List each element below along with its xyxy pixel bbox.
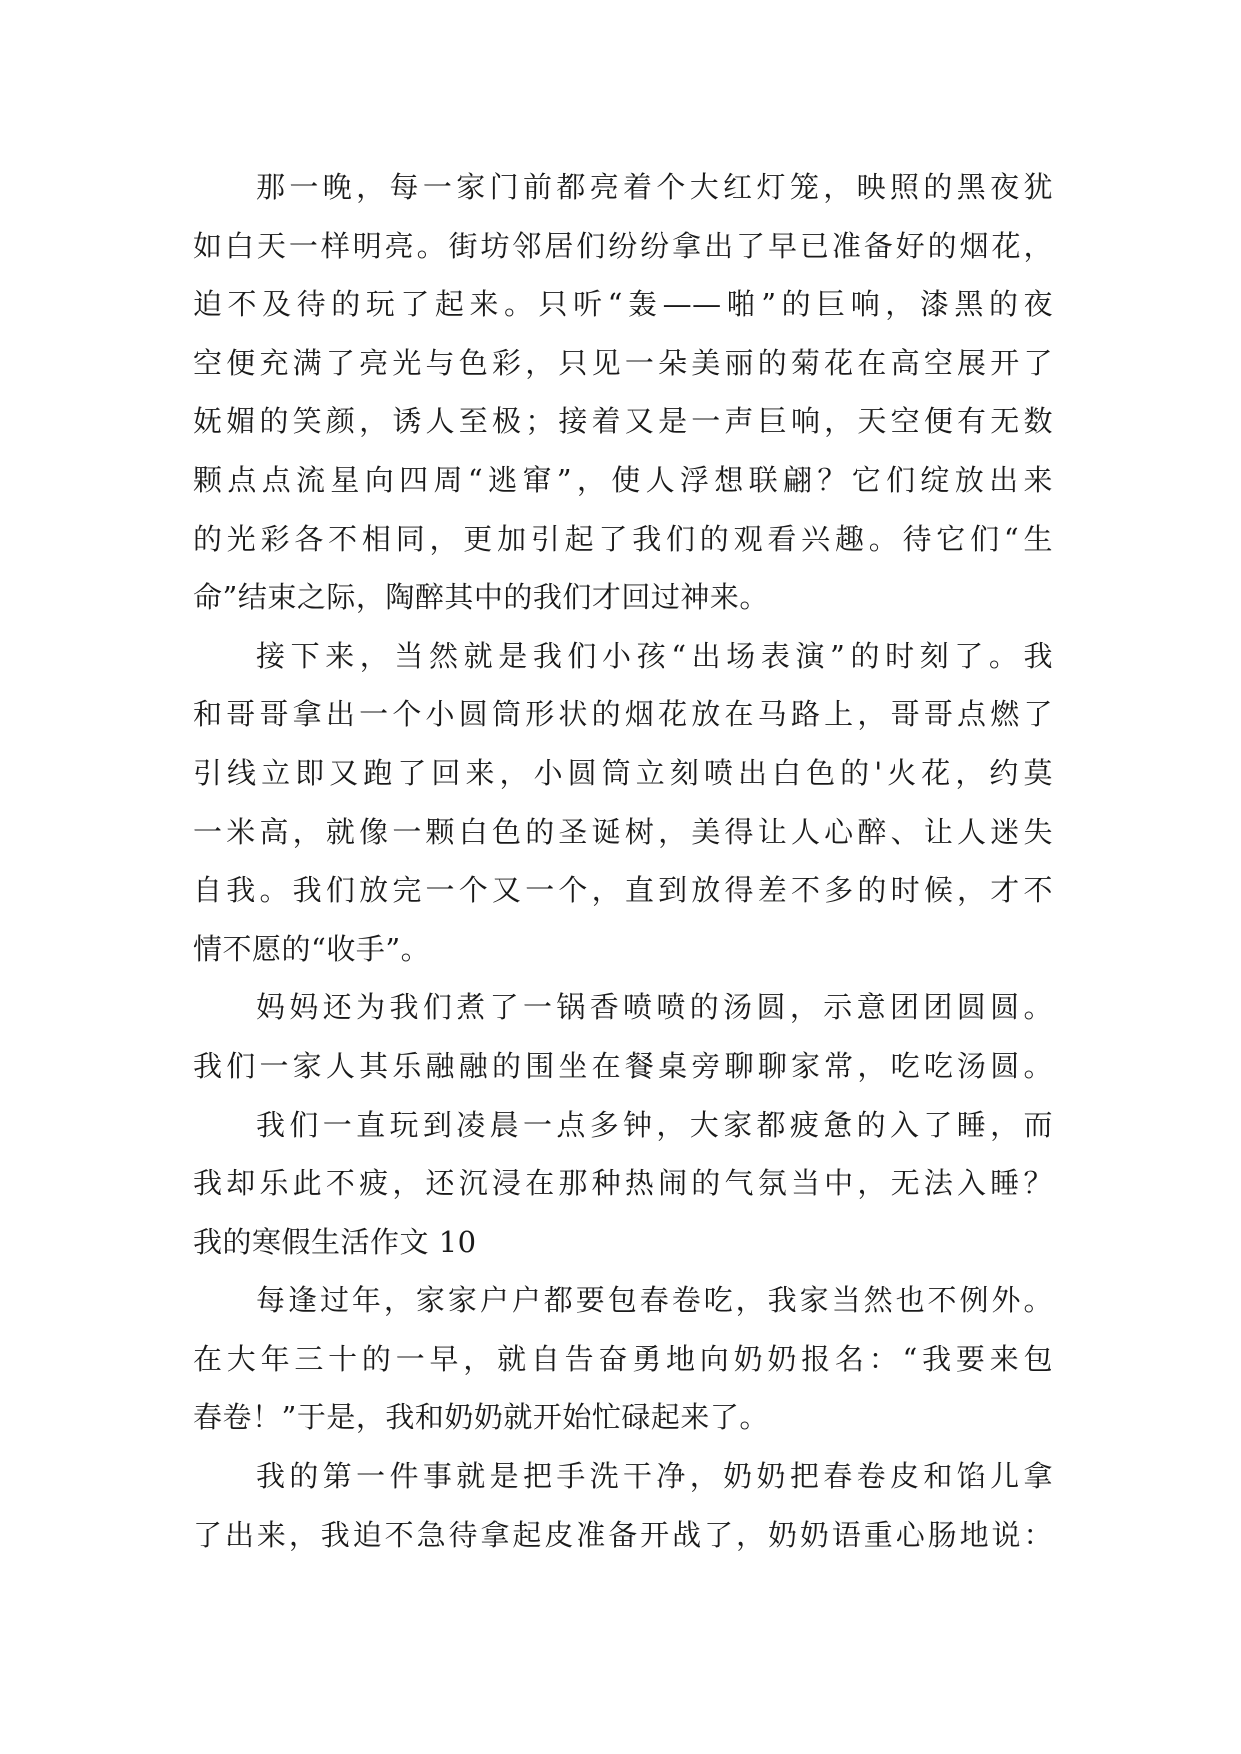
text-line: 的光彩各不相同，更加引起了我们的观看兴趣。待它们“生: [193, 521, 1053, 556]
text-line: 情不愿的“收手”。: [193, 931, 431, 966]
text-line: 自我。我们放完一个又一个，直到放得差不多的时候，才不: [193, 873, 1053, 908]
text-line: 妩媚的笑颜，诱人至极；接着又是一声巨响，天空便有无数: [193, 404, 1053, 439]
text-line: 妈妈还为我们煮了一锅香喷喷的汤圆，示意团团圆圆。: [256, 990, 1053, 1025]
text-line: 命”结束之际，陶醉其中的我们才回过神来。: [193, 580, 769, 615]
text-line: 一米高，就像一颗白色的圣诞树，美得让人心醉、让人迷失: [193, 814, 1053, 849]
text-line: 接下来，当然就是我们小孩“出场表演”的时刻了。我: [256, 638, 1053, 673]
text-line: 那一晚，每一家门前都亮着个大红灯笼，映照的黑夜犹: [256, 170, 1053, 204]
text-line: 我却乐此不疲，还沉浸在那种热闹的气氛当中，无法入睡？: [193, 1166, 1053, 1201]
text-line: 和哥哥拿出一个小圆筒形状的烟花放在马路上，哥哥点燃了: [193, 697, 1053, 732]
text-line: 引线立即又跑了回来，小圆筒立刻喷出白色的'火花，约莫: [193, 755, 1053, 790]
text-line: 颗点点流星向四周“逃窜”，使人浮想联翩？它们绽放出来: [193, 462, 1053, 497]
text-line: 我们一家人其乐融融的围坐在餐桌旁聊聊家常，吃吃汤圆。: [193, 1048, 1053, 1083]
text-line: 我们一直玩到凌晨一点多钟，大家都疲惫的入了睡，而: [256, 1107, 1053, 1142]
text-line: 每逢过年，家家户户都要包春卷吃，我家当然也不例外。: [256, 1283, 1053, 1318]
text-line: 我的第一件事就是把手洗干净，奶奶把春卷皮和馅儿拿: [256, 1459, 1053, 1494]
text-line: 在大年三十的一早，就自告奋勇地向奶奶报名：“我要来包: [193, 1341, 1053, 1376]
document-body: [193, 158, 1053, 1564]
text-line: 空便充满了亮光与色彩，只见一朵美丽的菊花在高空展开了: [193, 345, 1053, 380]
text-line: 了出来，我迫不急待拿起皮准备开战了，奶奶语重心肠地说：: [193, 1517, 1053, 1552]
text-line: 春卷！”于是，我和奶奶就开始忙碌起来了。: [193, 1400, 769, 1435]
text-line: 迫不及待的玩了起来。只听“轰——啪”的巨响，漆黑的夜: [193, 287, 1053, 322]
text-line: 如白天一样明亮。街坊邻居们纷纷拿出了早已准备好的烟花，: [193, 228, 1053, 263]
text-line: 我的寒假生活作文 10: [193, 1224, 477, 1259]
